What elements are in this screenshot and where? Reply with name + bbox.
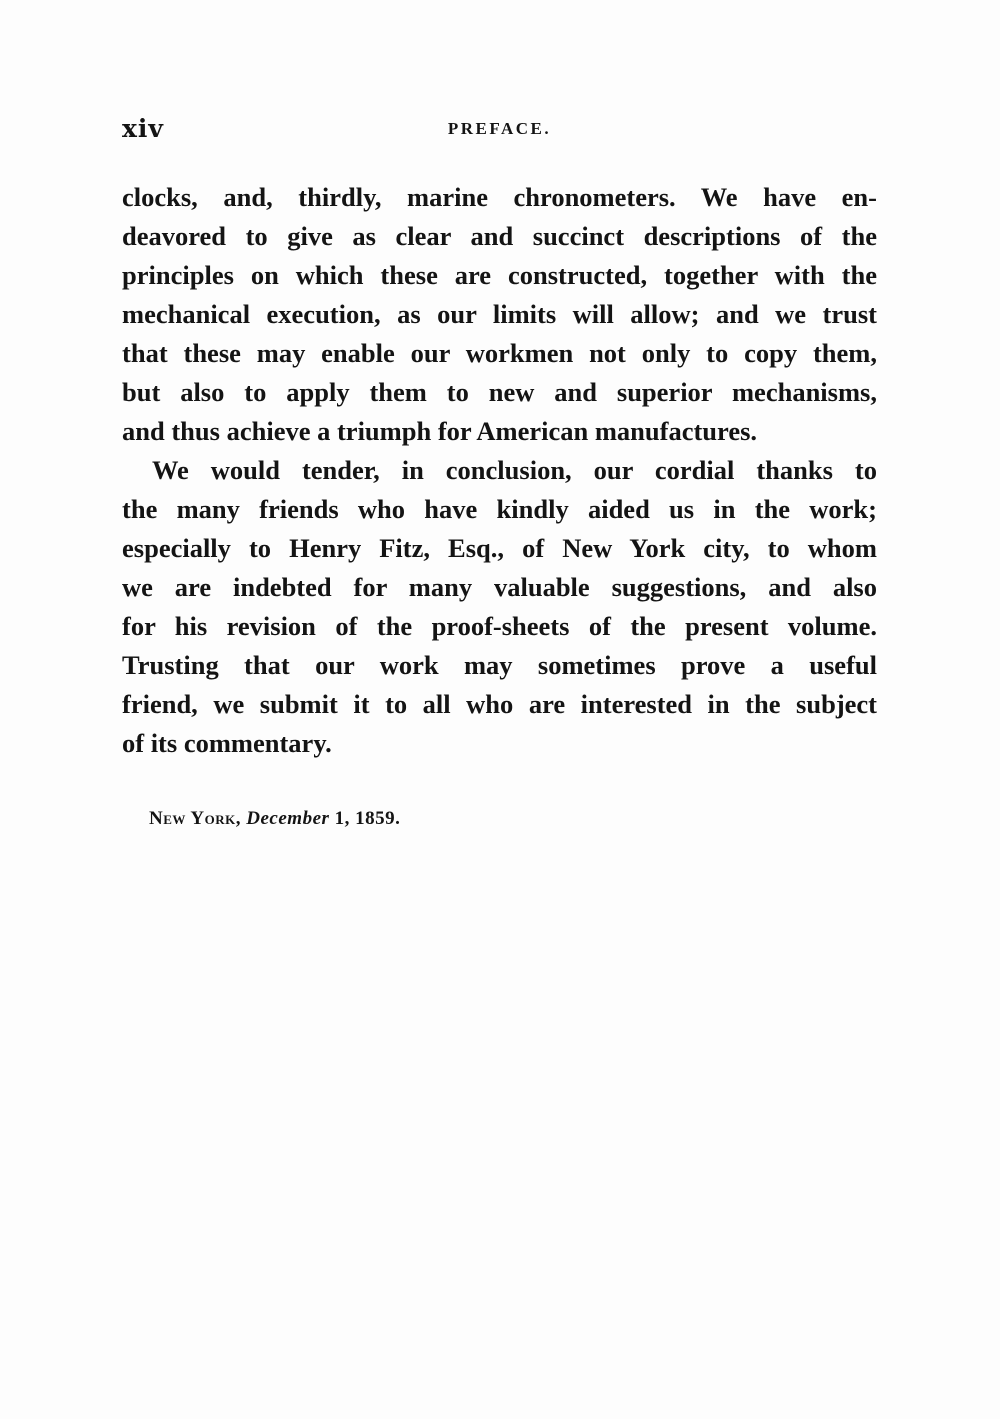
- signature-date: 1, 1859.: [334, 808, 401, 829]
- text-line: Trusting that our work may sometimes prove a useful: [122, 650, 877, 680]
- signature-place: New York,: [149, 808, 242, 829]
- text-line: we are indebted for many valuable suggestions, and also: [122, 572, 877, 602]
- preface-body: [122, 178, 877, 763]
- text-line: and thus achieve a triumph for American manufactures.: [122, 416, 758, 446]
- running-title: PREFACE.: [447, 119, 552, 138]
- text-line: principles on which these are constructed, together with the: [122, 260, 877, 290]
- page-number: xiv: [122, 114, 164, 143]
- text-line: We would tender, in conclusion, our cordial thanks to: [152, 455, 877, 485]
- text-line: deavored to give as clear and succinct descriptions of the: [122, 221, 877, 251]
- text-line: but also to apply them to new and superior mechanisms,: [122, 377, 877, 407]
- text-line: of its commentary.: [122, 728, 332, 758]
- running-head: [122, 114, 877, 148]
- text-line: especially to Henry Fitz, Esq., of New York city, to whom: [122, 533, 877, 563]
- text-line: mechanical execution, as our limits will allow; and we trust: [122, 299, 877, 329]
- text-line: clocks, and, thirdly, marine chronometers. We have en-: [122, 182, 877, 212]
- text-line: the many friends who have kindly aided us in the work;: [122, 494, 877, 524]
- signature-line: [149, 808, 400, 830]
- text-line: for his revision of the proof-sheets of the present volume.: [122, 611, 877, 641]
- text-line: friend, we submit it to all who are interested in the subject: [122, 689, 877, 719]
- text-line: that these may enable our workmen not only to copy them,: [122, 338, 877, 368]
- signature-month: December: [246, 808, 330, 829]
